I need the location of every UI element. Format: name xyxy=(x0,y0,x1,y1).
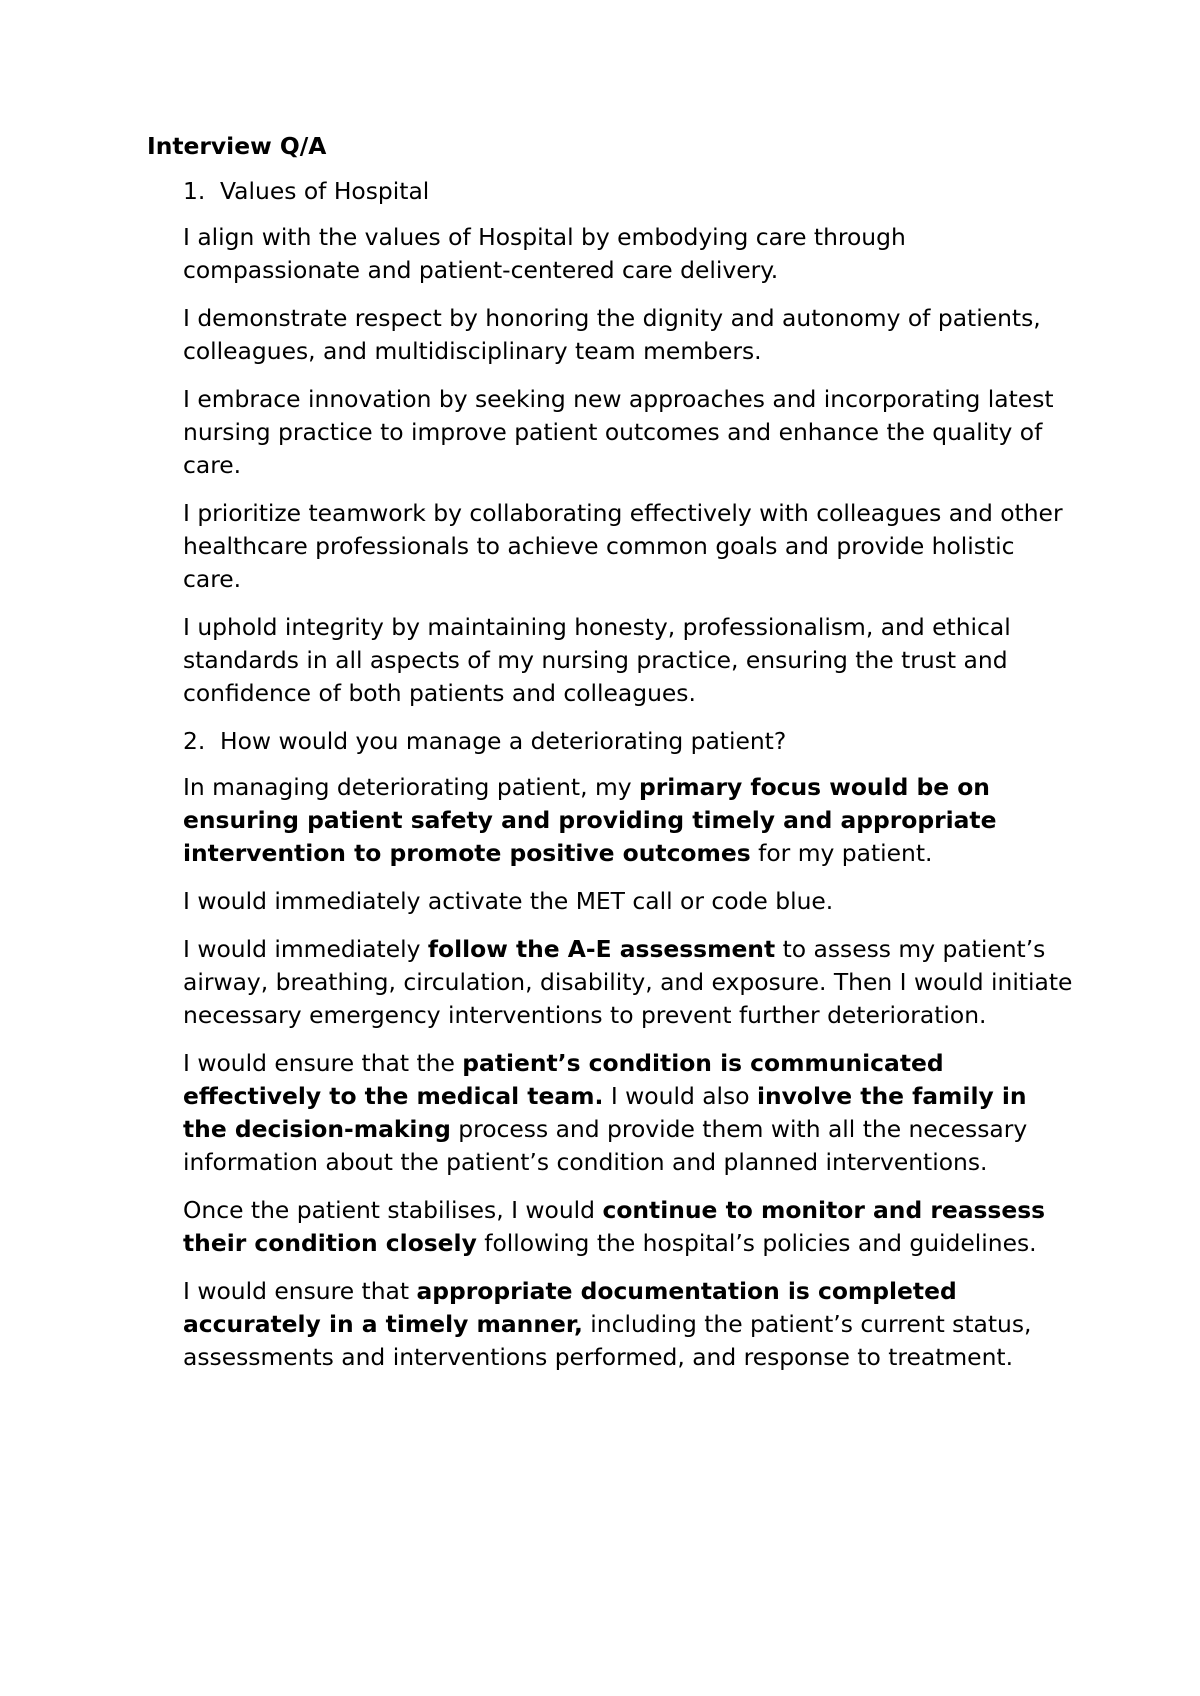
section-heading-text: Values of Hospital xyxy=(220,177,430,205)
bold-text-run: involve the family in the decision-making xyxy=(183,1082,1027,1143)
document-page xyxy=(147,130,1077,1389)
text-run: I would ensure that xyxy=(183,1277,417,1305)
text-run: I prioritize teamwork by collaborating effectively with colleagues and other healthcare professionals to achieve common goals and provide holistic care. xyxy=(183,499,1063,593)
text-run: I uphold integrity by maintaining honesty, professionalism, and ethical standards in all aspects of my nursing practice, ensuring the trust and confidence of both patients and colleagues. xyxy=(183,613,1011,707)
paragraph xyxy=(183,1194,1077,1260)
section-heading-text: How would you manage a deteriorating patient? xyxy=(220,727,787,755)
text-run: I would immediately activate the MET call or code blue. xyxy=(183,887,834,915)
bold-text-run: primary focus would be on ensuring patient safety and providing timely and appropriate intervention to promote positive outcomes xyxy=(183,773,997,867)
paragraph xyxy=(183,771,1077,870)
bold-text-run: patient’s condition is communicated effectively to the medical team. xyxy=(183,1049,944,1110)
paragraph xyxy=(183,497,1077,596)
paragraph xyxy=(183,885,1077,918)
bold-text-run: follow the A-E assessment xyxy=(427,935,776,963)
text-run: Once the patient stabilises, I would xyxy=(183,1196,603,1224)
paragraph xyxy=(183,383,1077,482)
text-run: I align with the values of Hospital by embodying care through compassionate and patient-centered care delivery. xyxy=(183,223,906,284)
section-number: 1. xyxy=(183,177,206,205)
paragraph xyxy=(183,1047,1077,1179)
text-run: for my patient. xyxy=(750,839,933,867)
text-run: I would also xyxy=(603,1082,757,1110)
text-run: I would immediately xyxy=(183,935,428,963)
text-run: I demonstrate respect by honoring the dignity and autonomy of patients, colleagues, and multidisciplinary team members. xyxy=(183,304,1041,365)
text-run: In managing deteriorating patient, my xyxy=(183,773,640,801)
text-run: following the hospital’s policies and guidelines. xyxy=(476,1229,1037,1257)
document-body xyxy=(147,175,1077,1374)
paragraph xyxy=(183,302,1077,368)
text-run: to assess my patient’s airway, breathing, circulation, disability, and exposure. Then I would initiate necessary emergency interventions to prevent further deterioration. xyxy=(183,935,1073,1029)
section-heading xyxy=(183,725,1077,758)
text-run: process and provide them with all the necessary information about the patient’s condition and planned interventions. xyxy=(183,1115,1028,1176)
bold-text-run: appropriate documentation is completed accurately in a timely manner, xyxy=(183,1277,957,1338)
paragraph xyxy=(183,221,1077,287)
section-heading xyxy=(183,175,1077,208)
bold-text-run: continue to monitor and reassess their condition closely xyxy=(183,1196,1046,1257)
text-run: I embrace innovation by seeking new approaches and incorporating latest nursing practice to improve patient outcomes and enhance the quality of care. xyxy=(183,385,1054,479)
text-run: including the patient’s current status, assessments and interventions performed, and response to treatment. xyxy=(183,1310,1032,1371)
paragraph xyxy=(183,611,1077,710)
paragraph xyxy=(183,1275,1077,1374)
text-run: I would ensure that the xyxy=(183,1049,463,1077)
paragraph xyxy=(183,933,1077,1032)
section-number: 2. xyxy=(183,727,206,755)
document-title: Interview Q/A xyxy=(147,132,327,160)
